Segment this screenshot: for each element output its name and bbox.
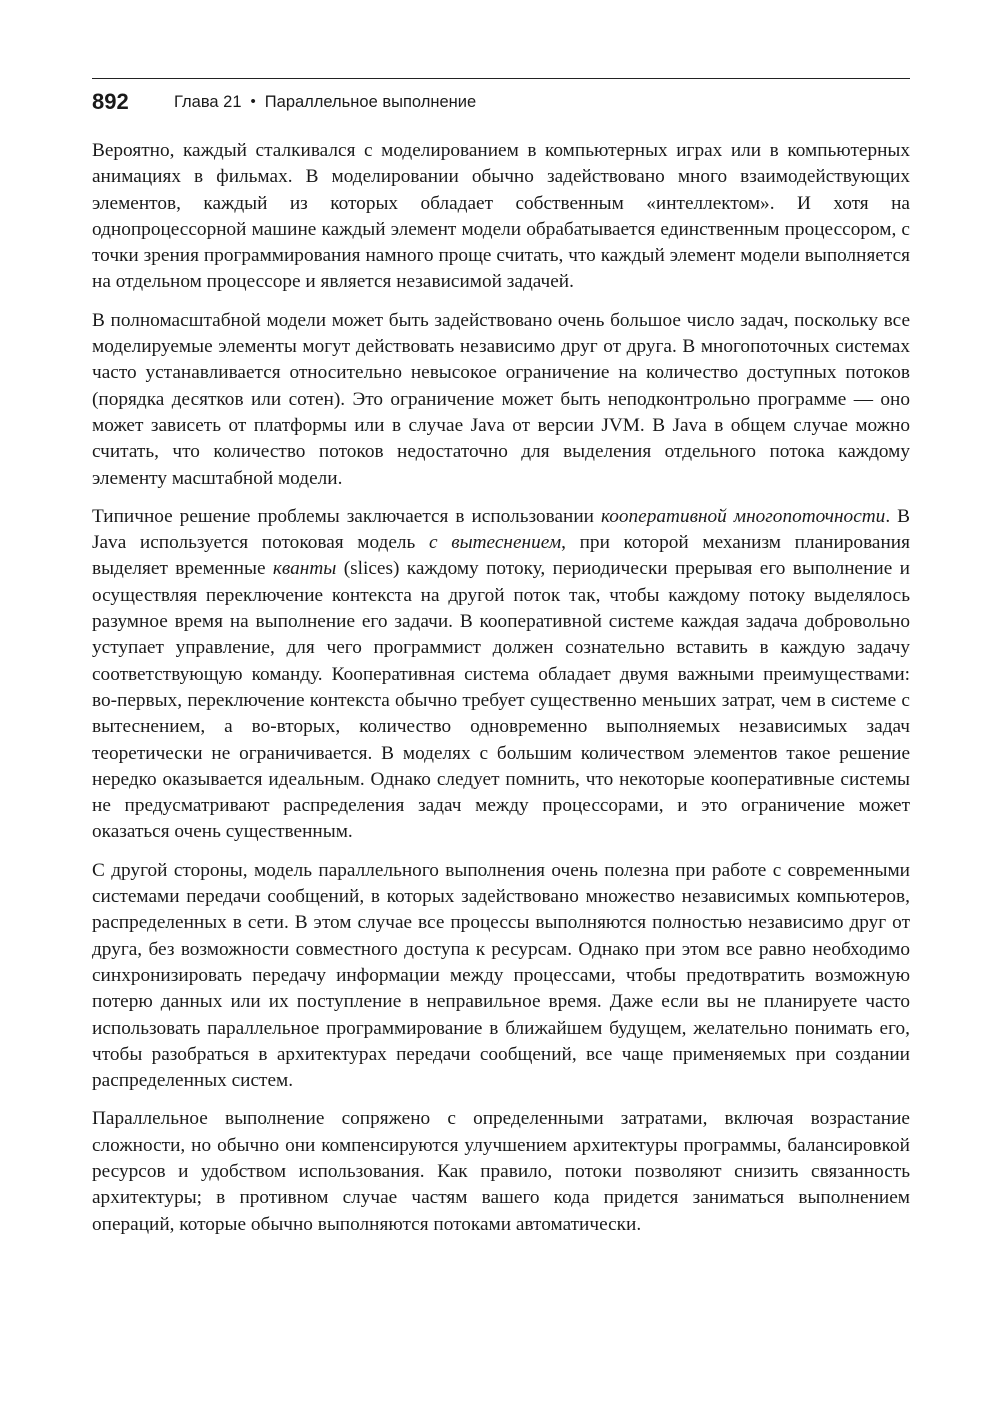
term-preemptive: с вытеснением [429,532,562,554]
paragraph-5: Параллельное выполнение сопряжено с определенными затратами, включая возрастание сложности, но обычно они компенсируются улучшением архитектуры программы, балансировкой ресурсов и удобством использования. Как правило, потоки позволяют снизить связанность архитектуры; в противном случае частям вашего кода придется заниматься выполнением операций, которые обычно выполняются потоками автоматически. [92,1108,910,1235]
body-text [92,138,910,1250]
page-number: 892 [92,89,129,114]
paragraph-3 [92,504,910,846]
term-cooperative-multithreading: кооперативной многопоточности [600,505,886,527]
running-header [92,78,910,115]
bullet-separator-icon: • [250,93,256,110]
chapter-label: Глава 21 [174,93,242,111]
running-head [174,92,476,115]
paragraph-3-text: Типичное решение проблемы заключается в использовании [92,505,601,527]
paragraph-3-text: (slices) каждому потоку, периодически прерывая его выполнение и осуществляя переключение контекста на другой поток так, чтобы каждому потоку выделялось разумное время на выполнение его задачи. В кооперативной системе каждая задача добровольно уступает управление, для чего программист должен сознательно вставить в каждую задачу соответствующую команду. Кооперативная система обладает двумя важными преимуществами: во-первых, переключение контекста обычно требует существенно меньших затрат, чем в системе с вытеснением, а во-вторых, количество одновременно выполняемых независимых задач теоретически не ограничивается. В моделях с большим количеством элементов такое решение нередко оказывается идеальным. Однако следует помнить, что некоторые кооперативные системы не предусматривают распределения задач между процессорами, и это ограничение может оказаться очень существенным. [92,558,910,843]
paragraph-3-text: , при которой механизм планирования выделяет временные [92,532,910,580]
paragraph-3-text: . В Java используется потоковая модель [92,505,910,554]
book-page [92,0,910,1413]
paragraph-1: Вероятно, каждый сталкивался с моделированием в компьютерных играх или в компьютерных анимациях в фильмах. В моделировании обычно задействовано много взаимодействующих элементов, каждый из которых обладает собственным «интеллектом». И хотя на однопроцессорной машине каждый элемент модели обрабатывается единственным процессором, с точки зрения программирования намного проще считать, что каждый элемент модели выполняется на отдельном процессоре и является независимой задачей. [92,140,910,293]
paragraph-4: С другой стороны, модель параллельного выполнения очень полезна при работе с современными системами передачи сообщений, в которых задействовано множество независимых компьютеров, распределенных в сети. В этом случае все процессы выполняются полностью независимо друг от друга, без возможности совместного доступа к ресурсам. Однако при этом все равно необходимо синхронизировать передачу информации между процессами, чтобы предотвратить возможную потерю данных или их поступление в неправильное время. Даже если вы не планируете часто использовать параллельное программирование в ближайшем будущем, желательно понимать его, чтобы разобраться в архитектурах передачи сообщений, все чаще применяемых при создании распределенных систем. [92,859,910,1092]
chapter-title: Параллельное выполнение [264,93,477,111]
term-quanta: кванты [272,558,337,580]
paragraph-2: В полномасштабной модели может быть задействовано очень большое число задач, поскольку все моделируемые элементы могут действовать независимо друг от друга. В многопоточных системах часто устанавливается относительно невысокое ограничение на количество доступных потоков (порядка десятков или сотен). Это ограничение может быть неподконтрольно программе — оно может зависеть от платформы или в случае Java от версии JVM. В Java в общем случае можно считать, что количество потоков недостаточно для выделения отдельного потока каждому элементу масштабной модели. [92,309,910,489]
